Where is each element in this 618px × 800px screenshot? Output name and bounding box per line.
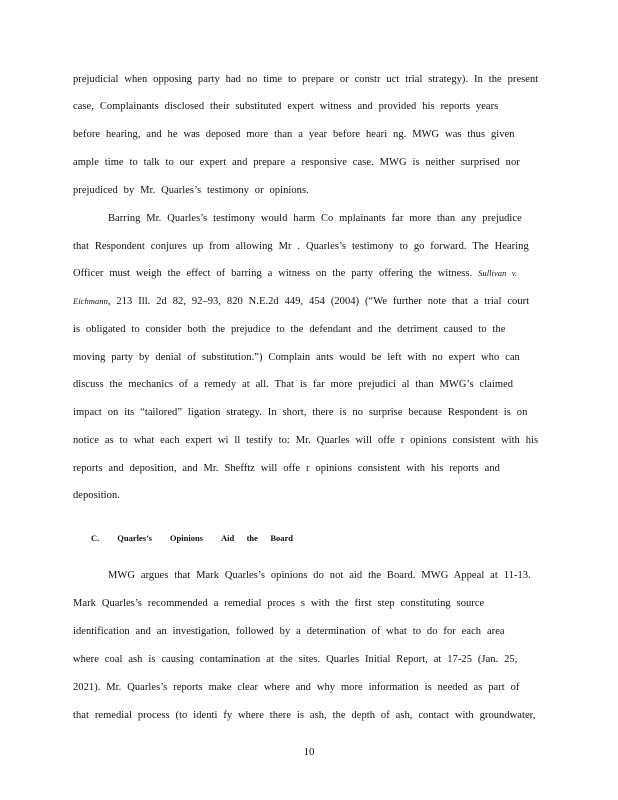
text-span: , 213 Ill. 2d 82, 92–93, 820 N.E.2d 449, 454 (2004) (“We further note that a trial court — [107, 296, 530, 307]
text-line: discuss the mechanics of a remedy at all. That is far more prejudici al than MWG’s claimed — [73, 379, 514, 390]
heading-word: Opinions — [169, 533, 203, 543]
text-line: 2021). Mr. Quarles’s reports make clear where and why more information is needed as part of — [73, 682, 520, 693]
heading-word: Aid — [220, 533, 235, 543]
text-line: reports and deposition, and Mr. Shefftz will offe r opinions consistent with his reports and — [73, 463, 500, 474]
heading-letter: C. — [91, 533, 100, 543]
text-line: prejudicial when opposing party had no time to prepare or constr uct trial strategy). In the present — [73, 74, 538, 85]
text-line: impact on its “tailored” ligation strategy. In short, there is no surprise because Respondent is on — [73, 407, 528, 418]
case-citation-name: Sullivan v. — [478, 268, 518, 278]
case-citation-name: Eichmann — [73, 296, 108, 306]
section-heading — [91, 533, 293, 543]
text-line: moving party by denial of substitution.”) Complain ants would be left with no expert who can — [73, 352, 520, 363]
text-line: deposition. — [73, 490, 120, 501]
text-line — [73, 296, 538, 307]
text-line: Mark Quarles’s recommended a remedial proces s with the first step constituting source — [73, 598, 485, 609]
text-line: case, Complainants disclosed their substituted expert witness and provided his reports years — [73, 101, 499, 112]
text-line: ample time to talk to our expert and prepare a responsive case. MWG is neither surprised nor — [73, 157, 520, 168]
heading-word: the — [246, 533, 258, 543]
heading-word: Board — [270, 533, 293, 543]
text-line: MWG argues that Mark Quarles’s opinions do not aid the Board. MWG Appeal at 11-13. — [108, 570, 531, 581]
text-line: that remedial process (to identi fy where there is ash, the depth of ash, contact with groundwater, — [73, 710, 536, 721]
text-line: Barring Mr. Quarles’s testimony would harm Co mplainants far more than any prejudice — [108, 213, 522, 224]
text-line: where coal ash is causing contamination at the sites. Quarles Initial Report, at 17-25 (Jan. 25, — [73, 654, 518, 665]
text-line: is obligated to consider both the prejudice to the defendant and the detriment caused to the — [73, 324, 506, 335]
text-line: that Respondent conjures up from allowing Mr . Quarles’s testimony to go forward. The Hearing — [73, 241, 529, 252]
text-line: before hearing, and he was deposed more than a year before heari ng. MWG was thus given — [73, 129, 515, 140]
page-number: 10 — [303, 746, 315, 758]
text-line: prejudiced by Mr. Quarles’s testimony or opinions. — [73, 185, 309, 196]
heading-word: Quarles’s — [117, 533, 152, 543]
text-line — [73, 268, 538, 279]
text-line: identification and an investigation, followed by a determination of what to do for each area — [73, 626, 505, 637]
text-line: notice as to what each expert wi ll testify to: Mr. Quarles will offe r opinions consistent with his — [73, 435, 538, 446]
text-span: Officer must weigh the effect of barring a witness on the party offering the witness. — [73, 268, 473, 279]
